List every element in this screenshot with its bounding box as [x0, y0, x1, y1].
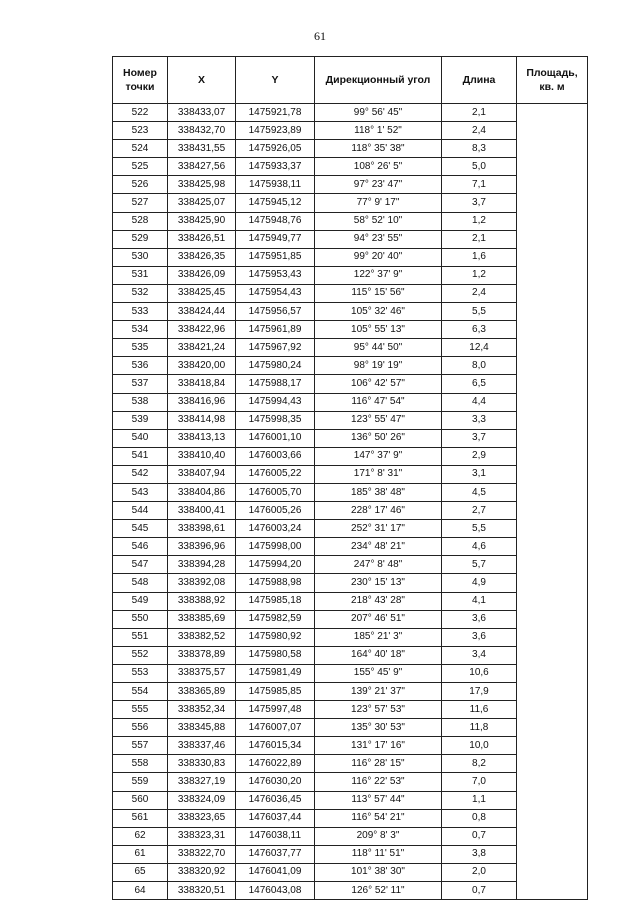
table-row: [113, 863, 588, 881]
length-cell: 2,1: [442, 104, 517, 122]
point-number-cell: 543: [113, 483, 168, 501]
table-row: [113, 447, 588, 465]
x-cell: 338427,56: [168, 158, 236, 176]
point-number-cell: 544: [113, 502, 168, 520]
direction-angle-cell: 58° 52' 10": [315, 212, 442, 230]
length-cell: 3,3: [442, 411, 517, 429]
direction-angle-cell: 77° 9' 17": [315, 194, 442, 212]
table-row: [113, 483, 588, 501]
length-cell: 3,4: [442, 646, 517, 664]
point-number-cell: 533: [113, 303, 168, 321]
table-row: [113, 538, 588, 556]
point-number-cell: 545: [113, 520, 168, 538]
table-row: [113, 683, 588, 701]
length-cell: 10,6: [442, 664, 517, 682]
point-number-cell: 61: [113, 845, 168, 863]
length-cell: 3,7: [442, 429, 517, 447]
y-cell: 1475948,76: [236, 212, 315, 230]
length-cell: 1,1: [442, 791, 517, 809]
y-cell: 1475994,20: [236, 556, 315, 574]
direction-angle-cell: 106° 42' 57": [315, 375, 442, 393]
x-cell: 338378,89: [168, 646, 236, 664]
y-cell: 1476005,22: [236, 465, 315, 483]
table-row: [113, 791, 588, 809]
direction-angle-cell: 118° 1' 52": [315, 122, 442, 140]
x-cell: 338365,89: [168, 683, 236, 701]
length-cell: 5,0: [442, 158, 517, 176]
y-cell: 1476005,70: [236, 483, 315, 501]
table-row: [113, 755, 588, 773]
coordinates-table: [112, 56, 588, 900]
x-cell: 338396,96: [168, 538, 236, 556]
point-number-cell: 550: [113, 610, 168, 628]
length-cell: 12,4: [442, 339, 517, 357]
table-row: [113, 212, 588, 230]
length-cell: 1,2: [442, 266, 517, 284]
y-cell: 1475981,49: [236, 664, 315, 682]
point-number-cell: 536: [113, 357, 168, 375]
length-cell: 17,9: [442, 683, 517, 701]
x-cell: 338345,88: [168, 719, 236, 737]
table-row: [113, 303, 588, 321]
point-number-cell: 528: [113, 212, 168, 230]
header-length: Длина: [442, 57, 517, 104]
point-number-cell: 522: [113, 104, 168, 122]
x-cell: 338426,09: [168, 266, 236, 284]
direction-angle-cell: 218° 43' 28": [315, 592, 442, 610]
direction-angle-cell: 105° 55' 13": [315, 321, 442, 339]
table-row: [113, 574, 588, 592]
table-row: [113, 737, 588, 755]
direction-angle-cell: 234° 48' 21": [315, 538, 442, 556]
x-cell: 338425,98: [168, 176, 236, 194]
y-cell: 1475988,17: [236, 375, 315, 393]
header-point-number: [113, 57, 168, 104]
direction-angle-cell: 116° 22' 53": [315, 773, 442, 791]
length-cell: 2,4: [442, 122, 517, 140]
x-cell: 338337,46: [168, 737, 236, 755]
header-point-number-line2: точки: [125, 81, 155, 93]
x-cell: 338407,94: [168, 465, 236, 483]
direction-angle-cell: 115° 15' 56": [315, 284, 442, 302]
direction-angle-cell: 99° 56' 45": [315, 104, 442, 122]
header-direction-angle: Дирекционный угол: [315, 57, 442, 104]
y-cell: 1476037,44: [236, 809, 315, 827]
length-cell: 5,5: [442, 520, 517, 538]
table-row: [113, 357, 588, 375]
x-cell: 338410,40: [168, 447, 236, 465]
direction-angle-cell: 126° 52' 11": [315, 882, 442, 900]
x-cell: 338425,45: [168, 284, 236, 302]
length-cell: 2,7: [442, 502, 517, 520]
length-cell: 2,1: [442, 230, 517, 248]
table-row: [113, 556, 588, 574]
table-row: [113, 628, 588, 646]
table-row: [113, 845, 588, 863]
x-cell: 338388,92: [168, 592, 236, 610]
direction-angle-cell: 147° 37' 9": [315, 447, 442, 465]
y-cell: 1475921,78: [236, 104, 315, 122]
direction-angle-cell: 101° 38' 30": [315, 863, 442, 881]
table-row: [113, 339, 588, 357]
direction-angle-cell: 139° 21' 37": [315, 683, 442, 701]
direction-angle-cell: 94° 23' 55": [315, 230, 442, 248]
x-cell: 338320,51: [168, 882, 236, 900]
header-y: Y: [236, 57, 315, 104]
length-cell: 2,4: [442, 284, 517, 302]
length-cell: 3,1: [442, 465, 517, 483]
direction-angle-cell: 95° 44' 50": [315, 339, 442, 357]
length-cell: 0,8: [442, 809, 517, 827]
table-row: [113, 194, 588, 212]
x-cell: 338424,44: [168, 303, 236, 321]
y-cell: 1475994,43: [236, 393, 315, 411]
length-cell: 10,0: [442, 737, 517, 755]
table-body: [113, 104, 588, 900]
table-row: [113, 465, 588, 483]
x-cell: 338414,98: [168, 411, 236, 429]
table-row: [113, 158, 588, 176]
direction-angle-cell: 122° 37' 9": [315, 266, 442, 284]
table-row: [113, 284, 588, 302]
direction-angle-cell: 105° 32' 46": [315, 303, 442, 321]
x-cell: 338394,28: [168, 556, 236, 574]
point-number-cell: 538: [113, 393, 168, 411]
y-cell: 1475980,24: [236, 357, 315, 375]
y-cell: 1475980,58: [236, 646, 315, 664]
direction-angle-cell: 131° 17' 16": [315, 737, 442, 755]
point-number-cell: 548: [113, 574, 168, 592]
x-cell: 338422,96: [168, 321, 236, 339]
y-cell: 1476003,24: [236, 520, 315, 538]
x-cell: 338413,13: [168, 429, 236, 447]
x-cell: 338426,51: [168, 230, 236, 248]
x-cell: 338400,41: [168, 502, 236, 520]
point-number-cell: 559: [113, 773, 168, 791]
point-number-cell: 531: [113, 266, 168, 284]
header-area-line2: кв. м: [539, 81, 565, 93]
x-cell: 338322,70: [168, 845, 236, 863]
table-row: [113, 393, 588, 411]
x-cell: 338432,70: [168, 122, 236, 140]
y-cell: 1475998,00: [236, 538, 315, 556]
x-cell: 338323,65: [168, 809, 236, 827]
table-row: [113, 176, 588, 194]
y-cell: 1476022,89: [236, 755, 315, 773]
length-cell: 5,7: [442, 556, 517, 574]
direction-angle-cell: 209° 8' 3": [315, 827, 442, 845]
x-cell: 338385,69: [168, 610, 236, 628]
point-number-cell: 523: [113, 122, 168, 140]
table-row: [113, 411, 588, 429]
x-cell: 338431,55: [168, 140, 236, 158]
y-cell: 1476037,77: [236, 845, 315, 863]
length-cell: 8,3: [442, 140, 517, 158]
y-cell: 1475982,59: [236, 610, 315, 628]
length-cell: 5,5: [442, 303, 517, 321]
header-point-number-line1: Номер: [123, 67, 157, 79]
y-cell: 1476036,45: [236, 791, 315, 809]
y-cell: 1475998,35: [236, 411, 315, 429]
table-row: [113, 664, 588, 682]
y-cell: 1476041,09: [236, 863, 315, 881]
direction-angle-cell: 118° 11' 51": [315, 845, 442, 863]
length-cell: 6,5: [442, 375, 517, 393]
table-row: [113, 429, 588, 447]
x-cell: 338425,90: [168, 212, 236, 230]
direction-angle-cell: 136° 50' 26": [315, 429, 442, 447]
y-cell: 1476007,07: [236, 719, 315, 737]
y-cell: 1475956,57: [236, 303, 315, 321]
point-number-cell: 62: [113, 827, 168, 845]
point-number-cell: 557: [113, 737, 168, 755]
header-area-line1: Площадь,: [526, 67, 578, 79]
length-cell: 0,7: [442, 882, 517, 900]
table-row: [113, 520, 588, 538]
point-number-cell: 547: [113, 556, 168, 574]
y-cell: 1475961,89: [236, 321, 315, 339]
direction-angle-cell: 135° 30' 53": [315, 719, 442, 737]
length-cell: 4,5: [442, 483, 517, 501]
direction-angle-cell: 252° 31' 17": [315, 520, 442, 538]
length-cell: 4,6: [442, 538, 517, 556]
direction-angle-cell: 228° 17' 46": [315, 502, 442, 520]
point-number-cell: 65: [113, 863, 168, 881]
x-cell: 338421,24: [168, 339, 236, 357]
point-number-cell: 535: [113, 339, 168, 357]
length-cell: 0,7: [442, 827, 517, 845]
x-cell: 338416,96: [168, 393, 236, 411]
x-cell: 338398,61: [168, 520, 236, 538]
point-number-cell: 526: [113, 176, 168, 194]
length-cell: 2,0: [442, 863, 517, 881]
length-cell: 6,3: [442, 321, 517, 339]
y-cell: 1475923,89: [236, 122, 315, 140]
y-cell: 1476001,10: [236, 429, 315, 447]
point-number-cell: 534: [113, 321, 168, 339]
length-cell: 11,6: [442, 701, 517, 719]
table-row: [113, 610, 588, 628]
length-cell: 3,6: [442, 610, 517, 628]
table-row: [113, 809, 588, 827]
point-number-cell: 546: [113, 538, 168, 556]
point-number-cell: 527: [113, 194, 168, 212]
point-number-cell: 540: [113, 429, 168, 447]
point-number-cell: 541: [113, 447, 168, 465]
length-cell: 4,4: [442, 393, 517, 411]
y-cell: 1475985,18: [236, 592, 315, 610]
area-cell: [517, 104, 588, 900]
direction-angle-cell: 171° 8' 31": [315, 465, 442, 483]
x-cell: 338320,92: [168, 863, 236, 881]
direction-angle-cell: 118° 35' 38": [315, 140, 442, 158]
length-cell: 7,1: [442, 176, 517, 194]
direction-angle-cell: 123° 55' 47": [315, 411, 442, 429]
length-cell: 3,6: [442, 628, 517, 646]
point-number-cell: 558: [113, 755, 168, 773]
point-number-cell: 555: [113, 701, 168, 719]
point-number-cell: 532: [113, 284, 168, 302]
direction-angle-cell: 185° 38' 48": [315, 483, 442, 501]
table-row: [113, 375, 588, 393]
point-number-cell: 560: [113, 791, 168, 809]
table-row: [113, 248, 588, 266]
table-row: [113, 230, 588, 248]
length-cell: 3,8: [442, 845, 517, 863]
length-cell: 8,0: [442, 357, 517, 375]
point-number-cell: 64: [113, 882, 168, 900]
y-cell: 1476030,20: [236, 773, 315, 791]
table-row: [113, 719, 588, 737]
y-cell: 1476003,66: [236, 447, 315, 465]
direction-angle-cell: 207° 46' 51": [315, 610, 442, 628]
direction-angle-cell: 113° 57' 44": [315, 791, 442, 809]
y-cell: 1476043,08: [236, 882, 315, 900]
length-cell: 11,8: [442, 719, 517, 737]
point-number-cell: 553: [113, 664, 168, 682]
length-cell: 2,9: [442, 447, 517, 465]
x-cell: 338375,57: [168, 664, 236, 682]
header-area: [517, 57, 588, 104]
length-cell: 1,2: [442, 212, 517, 230]
direction-angle-cell: 123° 57' 53": [315, 701, 442, 719]
table-row: [113, 104, 588, 122]
direction-angle-cell: 98° 19' 19": [315, 357, 442, 375]
point-number-cell: 529: [113, 230, 168, 248]
direction-angle-cell: 230° 15' 13": [315, 574, 442, 592]
x-cell: 338420,00: [168, 357, 236, 375]
direction-angle-cell: 108° 26' 5": [315, 158, 442, 176]
length-cell: 4,1: [442, 592, 517, 610]
x-cell: 338382,52: [168, 628, 236, 646]
table-row: [113, 773, 588, 791]
y-cell: 1475997,48: [236, 701, 315, 719]
direction-angle-cell: 99° 20' 40": [315, 248, 442, 266]
y-cell: 1475953,43: [236, 266, 315, 284]
x-cell: 338330,83: [168, 755, 236, 773]
point-number-cell: 542: [113, 465, 168, 483]
length-cell: 8,2: [442, 755, 517, 773]
length-cell: 3,7: [442, 194, 517, 212]
point-number-cell: 561: [113, 809, 168, 827]
page-number: 61: [314, 29, 326, 43]
x-cell: 338425,07: [168, 194, 236, 212]
direction-angle-cell: 97° 23' 47": [315, 176, 442, 194]
point-number-cell: 525: [113, 158, 168, 176]
table-row: [113, 882, 588, 900]
direction-angle-cell: 185° 21' 3": [315, 628, 442, 646]
point-number-cell: 551: [113, 628, 168, 646]
point-number-cell: 524: [113, 140, 168, 158]
point-number-cell: 539: [113, 411, 168, 429]
length-cell: 4,9: [442, 574, 517, 592]
y-cell: 1475967,92: [236, 339, 315, 357]
table-row: [113, 646, 588, 664]
y-cell: 1475980,92: [236, 628, 315, 646]
y-cell: 1475933,37: [236, 158, 315, 176]
direction-angle-cell: 116° 47' 54": [315, 393, 442, 411]
table-row: [113, 266, 588, 284]
x-cell: 338352,34: [168, 701, 236, 719]
table-row: [113, 140, 588, 158]
x-cell: 338392,08: [168, 574, 236, 592]
direction-angle-cell: 116° 54' 21": [315, 809, 442, 827]
y-cell: 1475949,77: [236, 230, 315, 248]
y-cell: 1476015,34: [236, 737, 315, 755]
direction-angle-cell: 155° 45' 9": [315, 664, 442, 682]
point-number-cell: 554: [113, 683, 168, 701]
table-row: [113, 122, 588, 140]
y-cell: 1475938,11: [236, 176, 315, 194]
table-row: [113, 827, 588, 845]
header-x: X: [168, 57, 236, 104]
y-cell: 1475988,98: [236, 574, 315, 592]
x-cell: 338433,07: [168, 104, 236, 122]
table-row: [113, 701, 588, 719]
x-cell: 338324,09: [168, 791, 236, 809]
y-cell: 1475945,12: [236, 194, 315, 212]
y-cell: 1476005,26: [236, 502, 315, 520]
table-row: [113, 502, 588, 520]
y-cell: 1475954,43: [236, 284, 315, 302]
y-cell: 1475985,85: [236, 683, 315, 701]
table-row: [113, 592, 588, 610]
point-number-cell: 552: [113, 646, 168, 664]
x-cell: 338426,35: [168, 248, 236, 266]
length-cell: 1,6: [442, 248, 517, 266]
point-number-cell: 530: [113, 248, 168, 266]
point-number-cell: 537: [113, 375, 168, 393]
y-cell: 1475951,85: [236, 248, 315, 266]
x-cell: 338327,19: [168, 773, 236, 791]
direction-angle-cell: 116° 28' 15": [315, 755, 442, 773]
point-number-cell: 549: [113, 592, 168, 610]
length-cell: 7,0: [442, 773, 517, 791]
table-header-row: [113, 57, 588, 104]
y-cell: 1476038,11: [236, 827, 315, 845]
x-cell: 338404,86: [168, 483, 236, 501]
x-cell: 338323,31: [168, 827, 236, 845]
table-row: [113, 321, 588, 339]
y-cell: 1475926,05: [236, 140, 315, 158]
direction-angle-cell: 164° 40' 18": [315, 646, 442, 664]
direction-angle-cell: 247° 8' 48": [315, 556, 442, 574]
point-number-cell: 556: [113, 719, 168, 737]
x-cell: 338418,84: [168, 375, 236, 393]
